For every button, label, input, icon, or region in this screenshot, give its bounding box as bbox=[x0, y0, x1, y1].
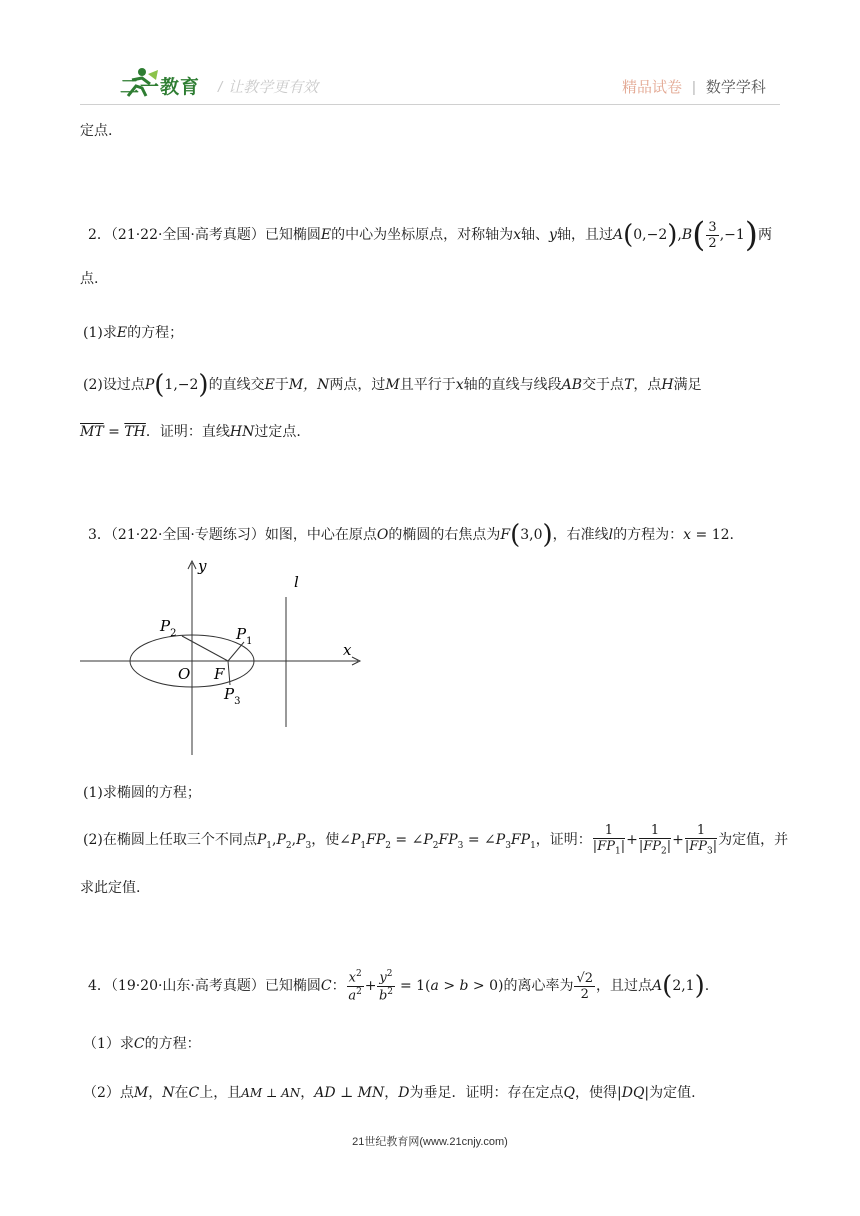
q2-stem: 2．（21·22·全国·高考真题）已知椭圆E的中心为坐标原点，对称轴为x轴、y轴，且过A(0,−2),B( $\frac{3}{2}$ ,−1)两 bbox=[88, 215, 773, 255]
text: 的中心为坐标原点，对称轴为 bbox=[331, 227, 514, 243]
text: 轴、 bbox=[521, 227, 550, 243]
slogan-slash: / bbox=[218, 79, 223, 96]
q4-part2: （2）点M，N在C上，且AM ⊥ AN，AD ⊥ MN，D为垂足．证明：存在定点Q，使得|DQ|为定值. bbox=[83, 1085, 696, 1101]
P2-label: $P_2$ bbox=[160, 617, 177, 639]
var: A bbox=[612, 227, 624, 243]
directrix-label: l bbox=[294, 573, 299, 591]
q4-stem: 4．（19·20·山东·高考真题）已知椭圆C： $\frac{x^2}{a^2}$ + $\frac{y^2}{b^2}$ = 1(a > b > 0)的离心率为 $\frac{√2}{2}$ ，且过点A(2,1). bbox=[88, 969, 710, 1003]
var: B bbox=[681, 227, 693, 243]
coord: 0,−2 bbox=[633, 227, 668, 243]
q3-stem: 3．（21·22·全国·专题练习）如图，中心在原点O的椭圆的右焦点为F(3,0)，右准线l的方程为：x = 12. bbox=[88, 520, 734, 550]
x-axis-label: x bbox=[343, 641, 352, 659]
header-separator: | bbox=[692, 79, 696, 96]
q2-stem-end: 点. bbox=[80, 271, 99, 287]
brand-name: 二一教育 bbox=[120, 77, 201, 98]
text: 轴，且过 bbox=[556, 227, 613, 243]
q2-source: 2．（21·22·全国·高考真题）已知椭圆 bbox=[88, 227, 321, 243]
q3-part1: (1)求椭圆的方程； bbox=[83, 785, 201, 801]
slogan-text: 让教学更有效 bbox=[228, 79, 319, 96]
q3-part2: (2)在椭圆上任取三个不同点$P_1,P_2,P_3$，使$\angle P_1FP_2$ = $\angle P_2FP_3$ = $\angle P_3FP_1$，证明： $\frac{1}{|FP_1|}$ + $\frac{1}{|FP_2|}$ + $\frac{1}{|FP_3|}$ 为定值，并 bbox=[83, 822, 789, 857]
focus-label: F bbox=[214, 665, 225, 683]
var: x bbox=[513, 227, 522, 243]
header-right bbox=[622, 76, 766, 97]
origin-label: O bbox=[178, 665, 191, 683]
q3-part2-cont: 求此定值. bbox=[80, 880, 141, 896]
header-tag: 精品试卷 bbox=[622, 79, 683, 96]
fraction: $\frac{3}{2}$ bbox=[708, 219, 717, 251]
var: E bbox=[320, 227, 332, 243]
prev-question-tail: 定点. bbox=[80, 123, 113, 139]
header-subject: 数学学科 bbox=[705, 79, 766, 96]
var: y bbox=[549, 227, 557, 243]
q2-part2: (2)设过点P(1,−2)的直线交E于M，N两点，过M且平行于x轴的直线与线段AB交于点T，点H满足 bbox=[83, 370, 702, 400]
q4-part1: （1）求C的方程： bbox=[83, 1036, 201, 1052]
brand-slogan bbox=[218, 76, 318, 97]
ellipse-figure bbox=[80, 555, 370, 760]
q2-part1: (1)求E的方程； bbox=[83, 325, 184, 341]
segment-FP1 bbox=[228, 642, 244, 661]
text: 两 bbox=[758, 227, 773, 243]
header-divider bbox=[80, 104, 780, 105]
segment-FP2 bbox=[182, 636, 228, 661]
P1-label: $P_1$ bbox=[236, 625, 253, 647]
page-footer: 21世纪教育网(www.21cnjy.com) bbox=[352, 1136, 508, 1148]
y-axis-label: y bbox=[198, 557, 207, 575]
q2-part2-cont: $\overline{MT} = \overline{TH}$．证明：直线HN过定点. bbox=[80, 424, 301, 440]
P3-label: $P_3$ bbox=[224, 685, 241, 707]
coord: ,−1 bbox=[719, 227, 745, 243]
